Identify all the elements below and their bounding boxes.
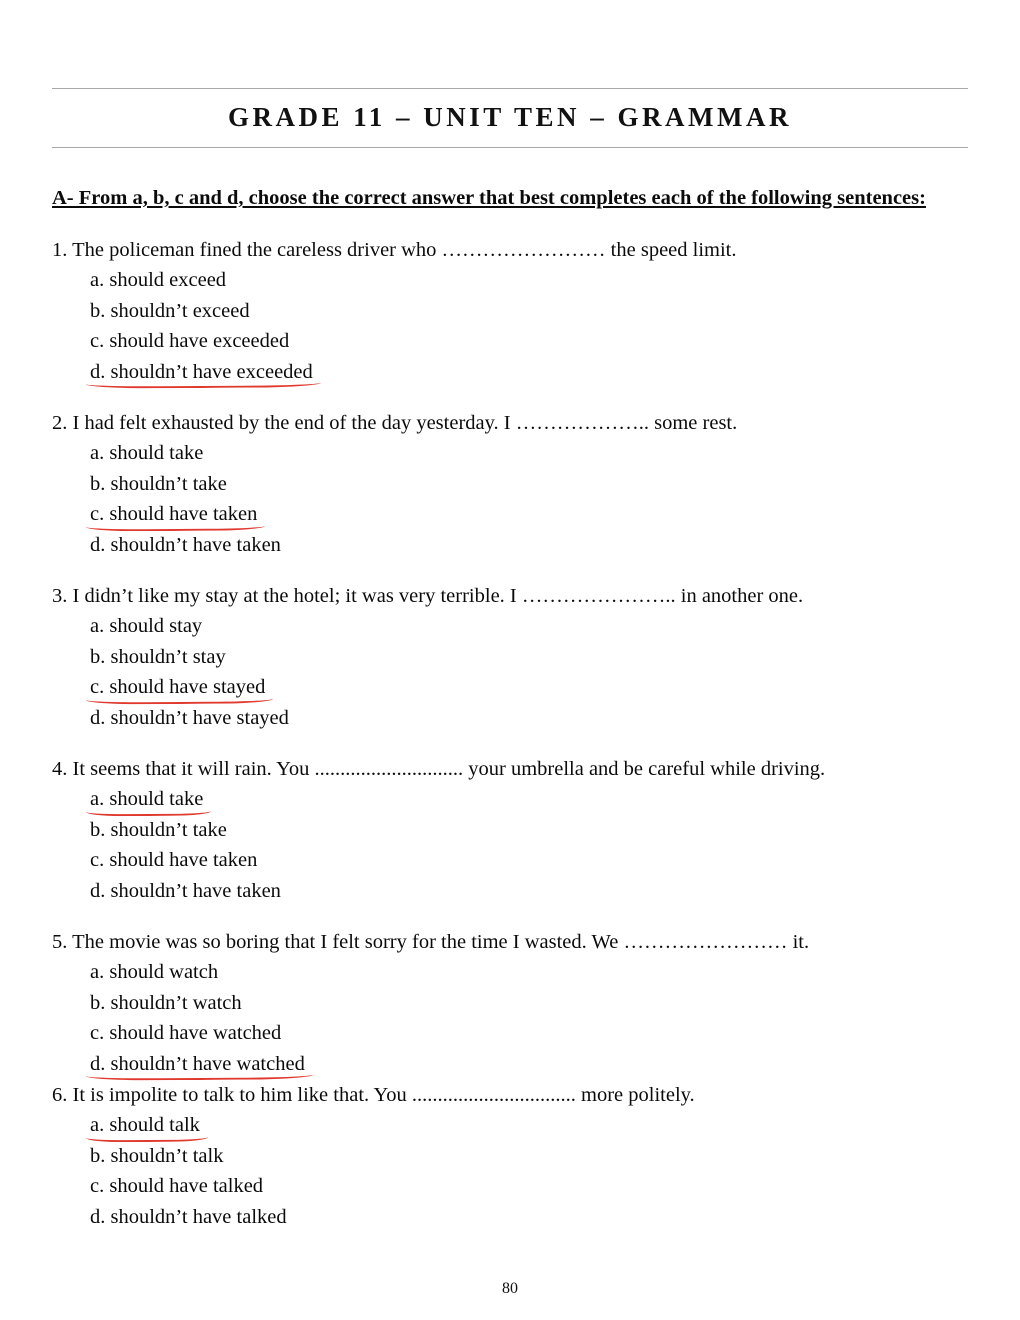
option-list <box>52 957 968 1079</box>
question-block <box>52 927 968 1079</box>
option-b: b. shouldn’t talk <box>90 1144 224 1167</box>
option-a: a. should take <box>90 442 204 464</box>
option-d: d. shouldn’t have talked <box>90 1205 287 1228</box>
option-list <box>52 611 968 733</box>
option-d: d. shouldn’t have taken <box>90 879 281 902</box>
question-block <box>52 235 968 387</box>
option-c: c. should have exceeded <box>90 330 290 352</box>
option-c: c. should have talked <box>90 1175 264 1197</box>
option-c: c. should have watched <box>90 1022 282 1044</box>
option-d: d. shouldn’t have stayed <box>90 706 289 729</box>
option-a: a. should stay <box>90 615 203 637</box>
question-text: 5. The movie was so boring that I felt sorry for the time I wasted. We …………………… it. <box>52 931 810 953</box>
header-divider-bottom <box>52 147 968 148</box>
option-list <box>52 784 968 906</box>
section-instruction: A- From a, b, c and d, choose the correct answer that best completes each of the following sentences: <box>52 187 926 209</box>
option-a: a. should watch <box>90 961 219 983</box>
option-b: b. shouldn’t stay <box>90 645 226 668</box>
question-block <box>52 754 968 906</box>
question-text: 1. The policeman fined the careless driver who …………………… the speed limit. <box>52 239 737 261</box>
question-block <box>52 581 968 733</box>
option-a: a. should exceed <box>90 269 227 291</box>
question-text: 4. It seems that it will rain. You ............................. your umbrella and be careful while driving. <box>52 758 826 780</box>
option-a: a. should talk <box>90 1110 200 1141</box>
option-b: b. shouldn’t exceed <box>90 299 250 322</box>
option-b: b. shouldn’t take <box>90 818 227 841</box>
option-list <box>52 1110 968 1232</box>
option-list <box>52 265 968 387</box>
document-body <box>0 182 1020 1232</box>
option-list <box>52 438 968 560</box>
question-block <box>52 1080 968 1232</box>
option-c: c. should have taken <box>90 849 258 871</box>
option-a: a. should take <box>90 784 203 815</box>
option-b: b. shouldn’t take <box>90 472 227 495</box>
question-text: 2. I had felt exhausted by the end of the day yesterday. I ……………….. some rest. <box>52 412 738 434</box>
option-d: d. shouldn’t have watched <box>90 1049 305 1080</box>
option-c: c. should have taken <box>90 499 257 530</box>
question-text: 6. It is impolite to talk to him like that. You ................................ more politely. <box>52 1084 695 1106</box>
option-d: d. shouldn’t have taken <box>90 533 281 556</box>
page-title: GRADE 11 – UNIT TEN – GRAMMAR <box>227 102 793 132</box>
option-c: c. should have stayed <box>90 672 265 703</box>
option-d: d. shouldn’t have exceeded <box>90 357 313 388</box>
question-text: 3. I didn’t like my stay at the hotel; it was very terrible. I ………………….. in another one. <box>52 585 804 607</box>
option-b: b. shouldn’t watch <box>90 991 242 1014</box>
page-number: 80 <box>502 1280 518 1297</box>
question-block <box>52 408 968 560</box>
